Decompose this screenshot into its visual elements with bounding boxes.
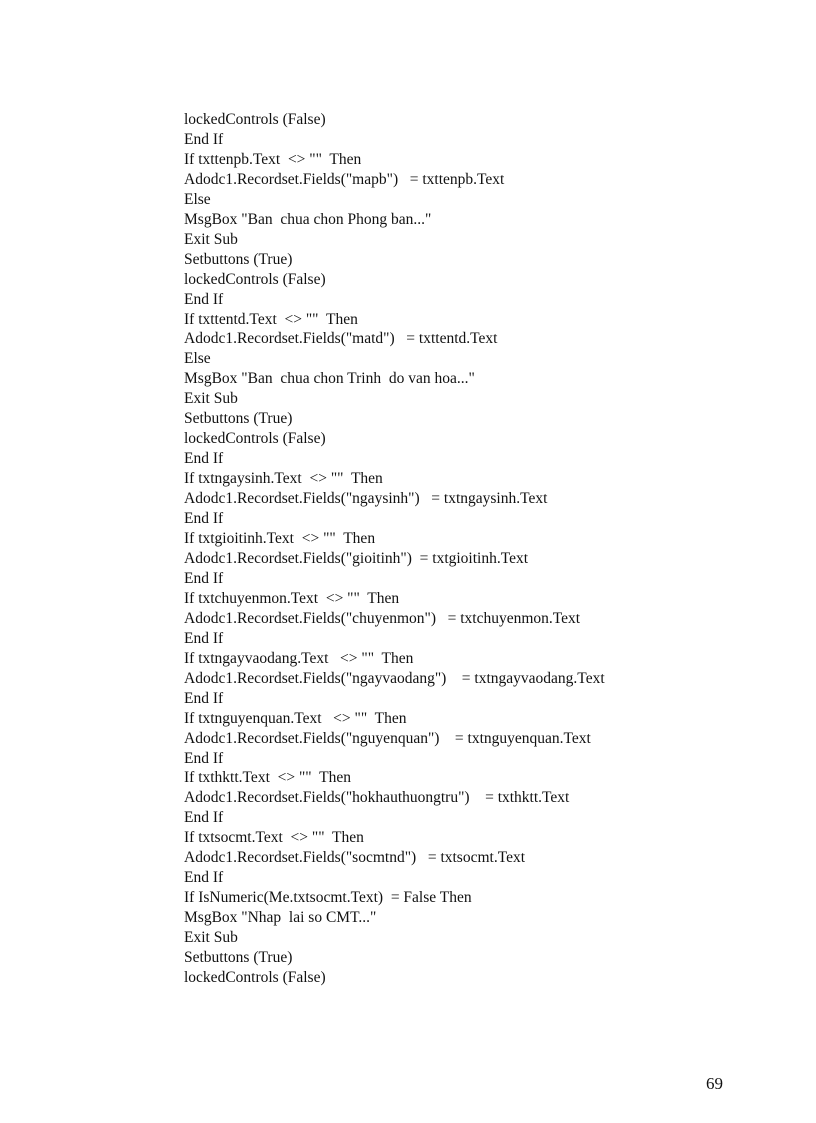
code-line: Else (184, 350, 211, 368)
code-line: Adodc1.Recordset.Fields("ngayvaodang") = txtngayvaodang.Text (184, 669, 605, 687)
code-line: MsgBox "Ban chua chon Phong ban..." (184, 210, 432, 228)
code-line: If txtngaysinh.Text <> "" Then (184, 470, 383, 488)
code-line: Adodc1.Recordset.Fields("chuyenmon") = txtchuyenmon.Text (184, 609, 581, 627)
code-line: If txtsocmt.Text <> "" Then (184, 829, 364, 847)
code-line: End If (184, 569, 224, 587)
code-line: Setbuttons (True) (184, 949, 293, 967)
code-line: End If (184, 290, 224, 308)
code-line: Adodc1.Recordset.Fields("mapb") = txttenpb.Text (184, 170, 505, 188)
code-line: End If (184, 629, 224, 647)
code-line: Adodc1.Recordset.Fields("nguyenquan") = txtnguyenquan.Text (184, 729, 591, 747)
page-number: 69 (706, 1074, 723, 1093)
code-line: If txtgioitinh.Text <> "" Then (184, 530, 376, 548)
code-line: If txttentd.Text <> "" Then (184, 310, 358, 328)
code-line: lockedControls (False) (184, 270, 326, 288)
code-line: If txtchuyenmon.Text <> "" Then (184, 589, 400, 607)
code-line: If IsNumeric(Me.txtsocmt.Text) = False Then (184, 889, 472, 907)
code-line: MsgBox "Ban chua chon Trinh do van hoa..." (184, 370, 475, 388)
code-line: lockedControls (False) (184, 430, 326, 448)
code-line: If txthktt.Text <> "" Then (184, 769, 351, 787)
code-line: Adodc1.Recordset.Fields("socmtnd") = txtsocmt.Text (184, 849, 526, 867)
code-line: Adodc1.Recordset.Fields("ngaysinh") = txtngaysinh.Text (184, 490, 548, 508)
code-line: End If (184, 869, 224, 887)
code-line: If txtnguyenquan.Text <> "" Then (184, 709, 407, 727)
code-line: Setbuttons (True) (184, 250, 293, 268)
code-line: Else (184, 190, 211, 208)
code-line: lockedControls (False) (184, 968, 326, 986)
code-line: End If (184, 689, 224, 707)
code-line: End If (184, 809, 224, 827)
code-line: lockedControls (False) (184, 111, 326, 128)
code-line: MsgBox "Nhap lai so CMT..." (184, 909, 377, 927)
code-line: If txtngayvaodang.Text <> "" Then (184, 649, 414, 667)
code-line: Adodc1.Recordset.Fields("hokhauthuongtru") = txthktt.Text (184, 789, 570, 807)
code-line: Adodc1.Recordset.Fields("matd") = txttentd.Text (184, 330, 498, 348)
code-line: Exit Sub (184, 230, 238, 248)
code-listing (184, 110, 605, 988)
code-line: End If (184, 510, 224, 528)
code-line: Exit Sub (184, 390, 238, 408)
code-line: If txttenpb.Text <> "" Then (184, 150, 362, 168)
code-line: Setbuttons (True) (184, 410, 293, 428)
code-line: Adodc1.Recordset.Fields("gioitinh") = txtgioitinh.Text (184, 549, 529, 567)
code-line: Exit Sub (184, 929, 238, 947)
code-line: End If (184, 130, 224, 148)
code-line: End If (184, 450, 224, 468)
code-line: End If (184, 749, 224, 767)
